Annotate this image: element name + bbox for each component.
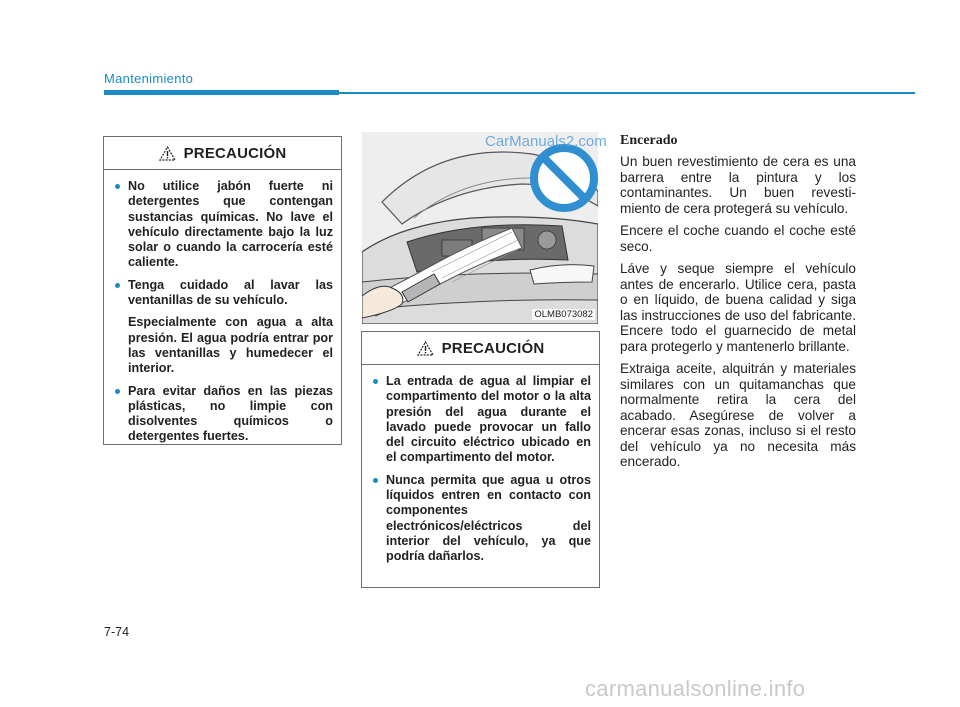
encerado-paragraph: Extraiga aceite, alquitrán y materiales similares con un quitamanchas que normalmente retira la cera del acabado. Asegúrese de volver a encerar esas zonas, incluso si el resto del vehículo ya no necesita más encerado. [620, 361, 856, 469]
caution-item-extra: Especialmente con agua a alta presión. El agua podría entrar por las ventanillas y humedecer el interior. [128, 315, 333, 376]
bullet-icon [115, 184, 120, 189]
warning-triangle-icon [159, 146, 176, 161]
encerado-paragraph: Encere el coche cuando el coche esté seco. [620, 223, 856, 254]
caution-box-left [103, 136, 342, 445]
caution-item-text: Nunca permita que agua u otros líquidos entren en contacto con componentes electrónicos/eléctricos del interior del vehículo, ya que podría dañarlos. [386, 472, 591, 564]
caution-item-text: Tenga cuidado al lavar las ventanillas de su vehículo. [128, 277, 333, 308]
caution-header [104, 137, 341, 170]
caution-title: PRECAUCIÓN [183, 144, 287, 162]
engine-wash-illustration [362, 132, 598, 324]
bullet-icon [373, 478, 378, 483]
caution-item-text: Para evitar daños en las piezas plásticas, no limpie con disolventes químicos o detergentes fuertes. [128, 383, 333, 444]
section-title: Mantenimiento [104, 71, 194, 86]
encerado-paragraph: Un buen revestimiento de cera es una barrera entre la pintura y los contaminantes. Un buen revesti-miento de cera protegerá su vehículo. [620, 154, 856, 216]
watermark-top: CarManuals2.com [485, 133, 607, 150]
bullet-icon [115, 283, 120, 288]
page-number: 7-74 [104, 625, 130, 639]
encerado-heading: Encerado [620, 133, 678, 148]
caution-item [372, 473, 591, 565]
bullet-icon [115, 389, 120, 394]
header-rule-thin [339, 92, 915, 94]
caution-item-text: No utilice jabón fuerte ni detergentes que contengan sustancias químicas. No lave el vehículo directamente bajo la luz solar o cuando la carrocería esté caliente. [128, 179, 333, 270]
caution-item-text: La entrada de agua al limpiar el compartimento del motor o la alta presión del agua durante el lavado puede provocar un fallo del circuito eléctrico ubicado en el compartimento del motor. [386, 374, 591, 465]
caution-box-middle [361, 331, 600, 588]
header-rule-thick [104, 90, 339, 95]
caution-item [114, 384, 333, 445]
bullet-icon [373, 379, 378, 384]
encerado-section [620, 133, 856, 477]
watermark-bottom: carmanualsonline.info [585, 676, 806, 701]
caution-title: PRECAUCIÓN [441, 339, 545, 357]
illustration-code: OLMB073082 [534, 309, 593, 320]
caution-item [372, 374, 591, 466]
caution-item [114, 278, 333, 377]
encerado-paragraph: Láve y seque siempre el vehículo antes de encerarlo. Utilice cera, pasta o en líquido, de buena calidad y siga las instrucciones de uso del fabricante. Encere todo el guarnecido de metal para protegerlo y mantenerlo brillante. [620, 261, 856, 354]
warning-triangle-icon [417, 341, 434, 356]
caution-header [362, 332, 599, 365]
prohibition-icon [534, 148, 594, 208]
caution-item [114, 179, 333, 271]
